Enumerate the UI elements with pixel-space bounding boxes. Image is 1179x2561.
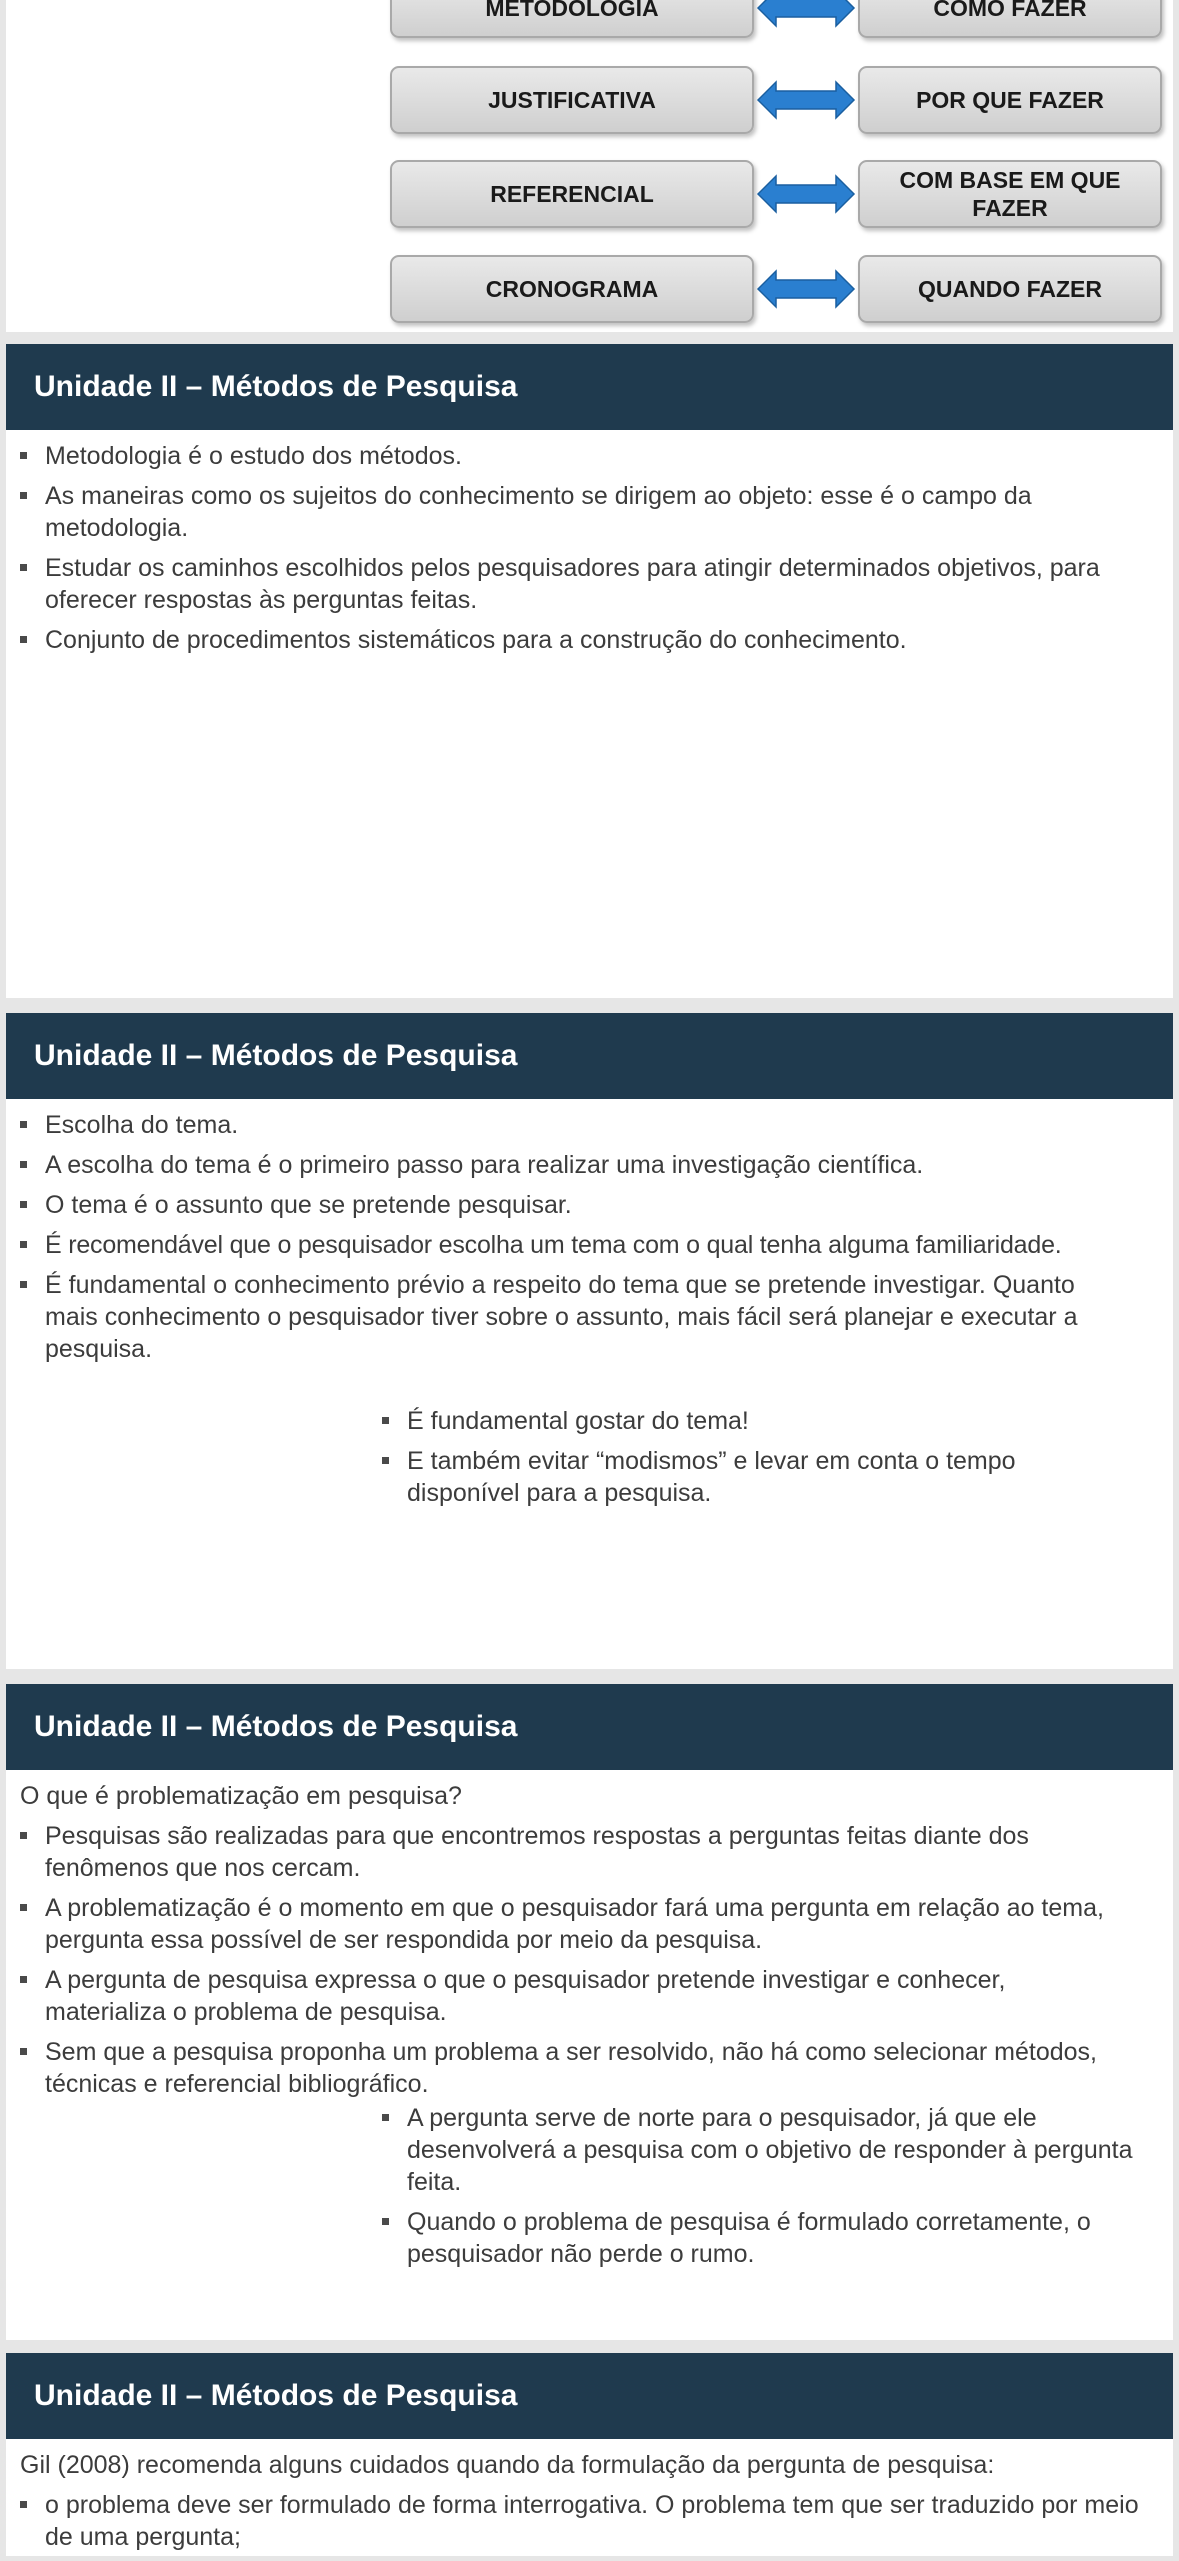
diagram-box-quando-fazer — [858, 255, 1162, 323]
slide-problematizacao — [6, 1684, 1173, 2340]
slide-escolha-do-tema — [6, 1013, 1173, 1669]
double-arrow-icon — [756, 0, 856, 28]
list-item: A pergunta serve de norte para o pesquisador, já que ele desenvolverá a pesquisa com o objetivo de responder à pergunta feita. — [368, 2102, 1158, 2198]
double-arrow-icon — [756, 80, 856, 120]
diagram-box-label: REFERENCIAL — [490, 181, 654, 207]
intro-text: Gil (2008) recomenda alguns cuidados quando da formulação da pergunta de pesquisa: — [20, 2451, 995, 2479]
bullet-list — [6, 1109, 1171, 1373]
list-item: O tema é o assunto que se pretende pesquisar. — [6, 1189, 1171, 1221]
slide-formulacao-pergunta — [6, 2353, 1173, 2556]
diagram-box-referencial — [390, 160, 754, 228]
list-item: As maneiras como os sujeitos do conhecimento se dirigem ao objeto: esse é o campo da metodologia. — [6, 480, 1136, 544]
slide-metodologia — [6, 344, 1173, 998]
diagram-box-como-fazer — [858, 0, 1162, 38]
slide-title: Unidade II – Métodos de Pesquisa — [6, 1013, 1173, 1099]
bullet-list — [6, 440, 1136, 664]
bullet-list — [6, 2489, 1171, 2561]
diagram-box-cronograma — [390, 255, 754, 323]
bullet-list — [6, 1820, 1131, 2108]
list-item: A escolha do tema é o primeiro passo para realizar uma investigação científica. — [6, 1149, 1171, 1181]
list-item: Conjunto de procedimentos sistemáticos para a construção do conhecimento. — [6, 624, 1136, 656]
sub-bullet-list — [368, 2102, 1158, 2278]
slide-title: Unidade II – Métodos de Pesquisa — [6, 344, 1173, 430]
diagram-box-label: COM BASE EM QUE FAZER — [899, 167, 1121, 221]
diagram-box-por-que-fazer — [858, 66, 1162, 134]
list-item: Pesquisas são realizadas para que encontremos respostas a perguntas feitas diante dos fenômenos que nos cercam. — [6, 1820, 1131, 1884]
diagram-box-label: JUSTIFICATIVA — [488, 87, 656, 113]
diagram-box-label: POR QUE FAZER — [916, 87, 1104, 113]
diagram-slide — [6, 0, 1173, 332]
list-item: A problematização é o momento em que o pesquisador fará uma pergunta em relação ao tema, pergunta essa possível de ser respondida por meio da pesquisa. — [6, 1892, 1131, 1956]
list-item: Escolha do tema. — [6, 1109, 1171, 1141]
sub-bullet-list — [368, 1405, 1088, 1517]
diagram-box-label: METODOLOGIA — [485, 0, 659, 21]
intro-text: O que é problematização em pesquisa? — [20, 1782, 462, 1810]
list-item: Sem que a pesquisa proponha um problema a ser resolvido, não há como selecionar métodos, técnicas e referencial bibliográfico. — [6, 2036, 1131, 2100]
diagram-box-metodologia — [390, 0, 754, 38]
list-item: É recomendável que o pesquisador escolha um tema com o qual tenha alguma familiaridade. — [6, 1229, 1171, 1261]
list-item: Quando o problema de pesquisa é formulado corretamente, o pesquisador não perde o rumo. — [368, 2206, 1158, 2270]
list-item: É fundamental gostar do tema! — [368, 1405, 1088, 1437]
slide-title: Unidade II – Métodos de Pesquisa — [6, 2353, 1173, 2439]
diagram-box-label: QUANDO FAZER — [918, 276, 1102, 302]
list-item: A pergunta de pesquisa expressa o que o pesquisador pretende investigar e conhecer, materializa o problema de pesquisa. — [6, 1964, 1131, 2028]
list-item: Estudar os caminhos escolhidos pelos pesquisadores para atingir determinados objetivos, para oferecer respostas às perguntas feitas. — [6, 552, 1136, 616]
list-item: Metodologia é o estudo dos métodos. — [6, 440, 1136, 472]
list-item: É fundamental o conhecimento prévio a respeito do tema que se pretende investigar. Quanto mais conhecimento o pesquisador tiver sobre o assunto, mais fácil será planejar e executar a pesquisa. — [6, 1269, 1171, 1365]
diagram-box-label: COMO FAZER — [933, 0, 1087, 21]
diagram-box-label: CRONOGRAMA — [485, 276, 659, 302]
list-item: E também evitar “modismos” e levar em conta o tempo disponível para a pesquisa. — [368, 1445, 1088, 1509]
list-item: o problema deve ser formulado de forma interrogativa. O problema tem que ser traduzido por meio de uma pergunta; — [6, 2489, 1171, 2553]
slide-title: Unidade II – Métodos de Pesquisa — [6, 1684, 1173, 1770]
diagram-box-justificativa — [390, 66, 754, 134]
double-arrow-icon — [756, 269, 856, 309]
diagram-box-com-base-em-que-fazer — [858, 160, 1162, 228]
double-arrow-icon — [756, 174, 856, 214]
